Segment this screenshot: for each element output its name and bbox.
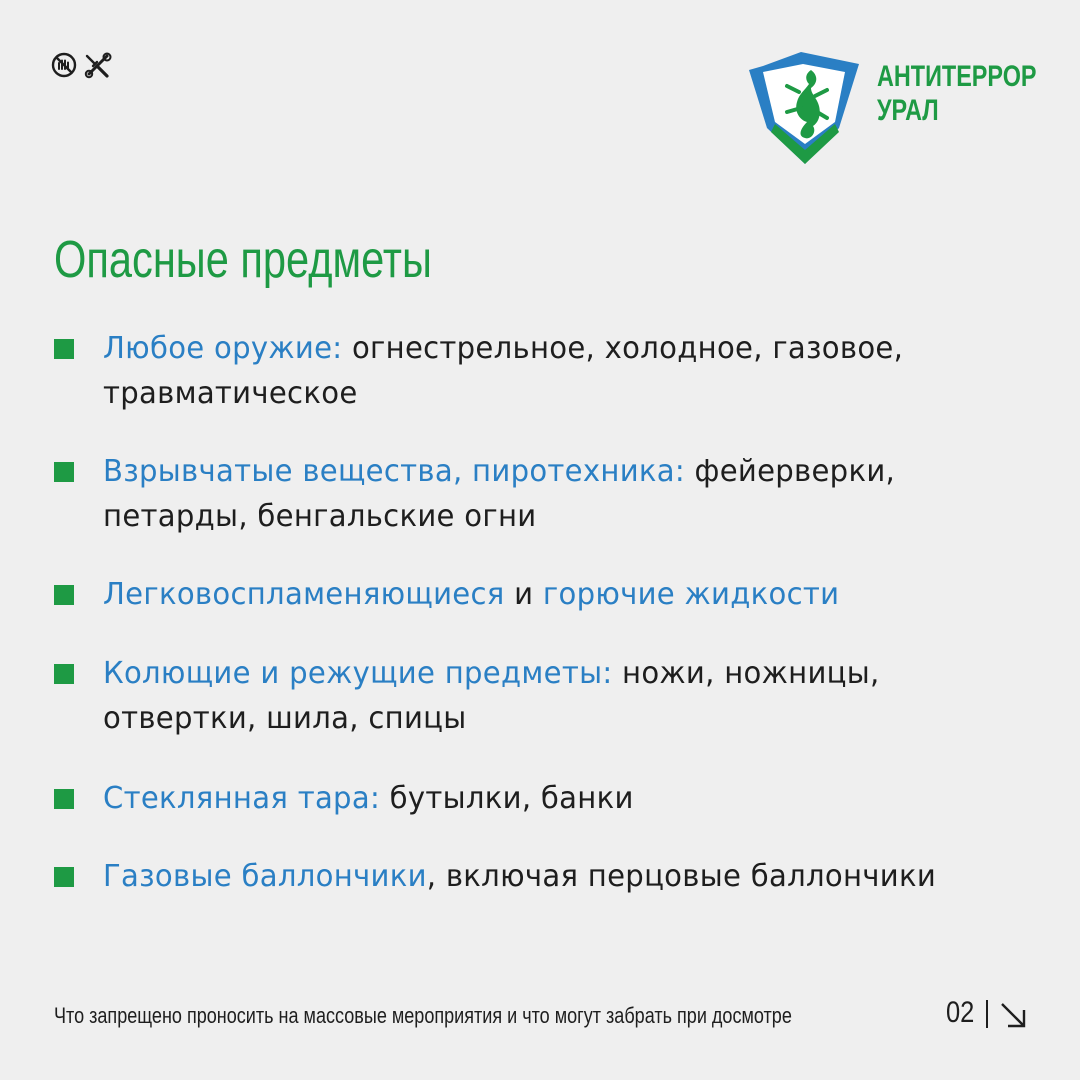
- page-divider: [986, 1000, 988, 1028]
- page-title: Опасные предметы: [54, 231, 432, 289]
- item-details: фейерверки, петарды, бенгальские огни: [103, 454, 896, 534]
- item-highlight: Газовые баллончики: [103, 859, 427, 894]
- list-item-text: [103, 854, 995, 899]
- no-hands-icon: [51, 52, 77, 78]
- top-icons: [51, 52, 113, 80]
- item-highlight-2: горючие жидкости: [542, 577, 840, 612]
- item-details: и: [504, 577, 543, 612]
- item-highlight: Стеклянная тара:: [103, 781, 381, 816]
- list-item-text: [103, 449, 995, 539]
- item-highlight: Любое оружие:: [103, 331, 343, 366]
- item-details: , включая перцовые баллончики: [426, 859, 937, 894]
- item-highlight: Легковоспламеняющиеся: [103, 577, 505, 612]
- bullet-square-icon: [54, 664, 74, 684]
- brand-line-2: УРАЛ: [877, 94, 939, 127]
- item-details: ножи, ножницы, отвертки, шила, спицы: [103, 656, 880, 736]
- item-highlight: Колющие и режущие предметы:: [103, 656, 613, 691]
- bullet-square-icon: [54, 462, 74, 482]
- page-number: 02: [946, 996, 975, 1029]
- list-item-text: [103, 572, 995, 617]
- logo: [747, 52, 1037, 167]
- bullet-square-icon: [54, 789, 74, 809]
- item-highlight: Взрывчатые вещества, пиротехника:: [103, 454, 685, 489]
- brand-line-1: АНТИТЕРРОР: [877, 60, 1037, 93]
- footer-caption: Что запрещено проносить на массовые мероприятия и что могут забрать при досмотре: [54, 1003, 792, 1028]
- bullet-square-icon: [54, 339, 74, 359]
- arrow-down-right-icon[interactable]: [998, 1000, 1028, 1030]
- list-item-text: [103, 651, 995, 741]
- brand-name: [877, 60, 1037, 128]
- list-item-text: [103, 776, 995, 821]
- list-item-text: [103, 326, 995, 416]
- bullet-square-icon: [54, 867, 74, 887]
- item-details: бутылки, банки: [380, 781, 634, 816]
- bullet-square-icon: [54, 585, 74, 605]
- tools-icon: [83, 52, 113, 80]
- shield-lizard-icon: [747, 52, 862, 167]
- item-details: огнестрельное, холодное, газовое, травматическое: [103, 331, 904, 411]
